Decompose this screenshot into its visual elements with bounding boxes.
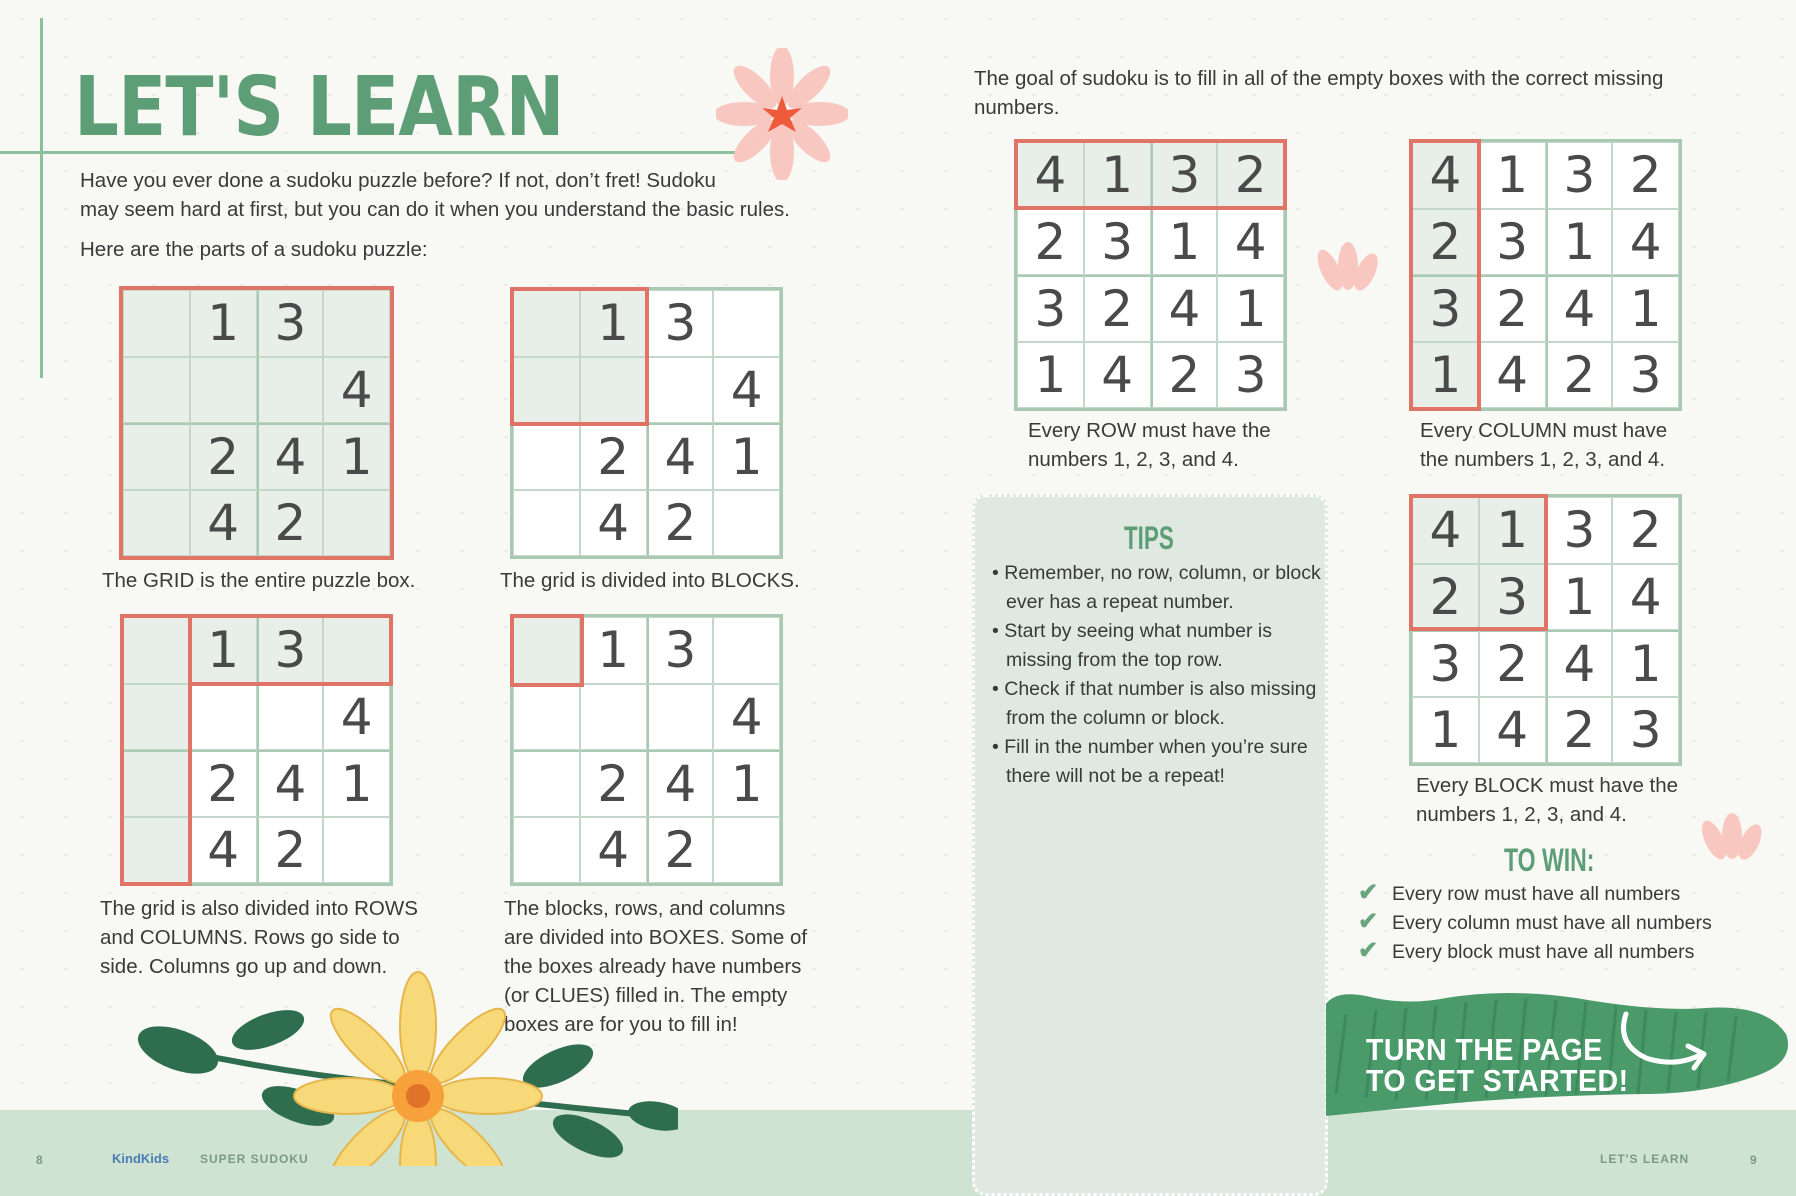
sudoku-cell: 4 bbox=[1479, 342, 1546, 409]
sudoku-cell: 1 bbox=[1612, 630, 1679, 697]
boxes-example-grid bbox=[510, 614, 783, 886]
caption-line: the numbers 1, 2, 3, and 4. bbox=[1420, 448, 1666, 471]
caption-line: Every ROW must have the bbox=[1028, 419, 1271, 442]
sudoku-cell: 4 bbox=[257, 423, 324, 490]
sudoku-cell bbox=[513, 817, 580, 884]
tip-item: • Start by seeing what number is missing from the top row. bbox=[992, 617, 1322, 675]
sudoku-cell: 4 bbox=[580, 490, 647, 557]
row-rule-grid bbox=[1014, 139, 1287, 411]
sudoku-cell: 4 bbox=[1217, 209, 1284, 276]
sudoku-cell: 4 bbox=[1546, 275, 1613, 342]
goal-line: The goal of sudoku is to fill in all of the empty boxes with the correct missing bbox=[974, 67, 1664, 90]
sudoku-cell: 1 bbox=[1546, 564, 1613, 631]
sudoku-cell: 3 bbox=[1412, 275, 1479, 342]
intro-line: Have you ever done a sudoku puzzle before? If not, don’t fret! Sudoku bbox=[80, 169, 716, 192]
tips-list bbox=[992, 559, 1322, 791]
sudoku-cell bbox=[647, 684, 714, 751]
sudoku-cell bbox=[323, 290, 390, 357]
book-title: SUPER SUDOKU bbox=[200, 1152, 309, 1166]
rows-columns-example-grid bbox=[120, 614, 393, 886]
to-win-item bbox=[1358, 880, 1712, 909]
sudoku-cell: 1 bbox=[1017, 342, 1084, 409]
sudoku-cell: 2 bbox=[1217, 142, 1284, 209]
sudoku-cell: 1 bbox=[713, 423, 780, 490]
sudoku-cell bbox=[513, 617, 580, 684]
left-page-number: 8 bbox=[36, 1153, 44, 1167]
sudoku-cell: 4 bbox=[580, 817, 647, 884]
intro-line: may seem hard at first, but you can do it when you understand the basic rules. bbox=[80, 198, 790, 221]
sudoku-cell: 2 bbox=[1017, 209, 1084, 276]
sudoku-cell bbox=[513, 490, 580, 557]
to-win-item bbox=[1358, 909, 1712, 938]
sudoku-cell bbox=[580, 684, 647, 751]
to-win-title: TO WIN: bbox=[1504, 842, 1595, 878]
checkmark-icon: ✔ bbox=[1358, 908, 1379, 935]
vertical-rule bbox=[40, 18, 43, 378]
sudoku-cell bbox=[257, 684, 324, 751]
sudoku-cell: 2 bbox=[257, 817, 324, 884]
sudoku-cell: 2 bbox=[580, 750, 647, 817]
to-win-item bbox=[1358, 938, 1712, 967]
sudoku-cell: 4 bbox=[190, 490, 257, 557]
caption-line: Every COLUMN must have bbox=[1420, 419, 1668, 442]
to-win-item-text: Every column must have all numbers bbox=[1392, 912, 1712, 934]
sudoku-cell: 3 bbox=[1612, 342, 1679, 409]
sudoku-cell: 1 bbox=[580, 617, 647, 684]
sudoku-cell bbox=[123, 290, 190, 357]
yellow-flower-branch-icon bbox=[118, 966, 678, 1166]
sudoku-cell: 1 bbox=[1151, 209, 1218, 276]
sudoku-cell bbox=[323, 490, 390, 557]
caption-line: the boxes already have numbers bbox=[504, 955, 802, 978]
caption-line: numbers 1, 2, 3, and 4. bbox=[1028, 448, 1239, 471]
sudoku-cell: 4 bbox=[257, 750, 324, 817]
to-win-list bbox=[1358, 880, 1712, 967]
sudoku-cell: 2 bbox=[1412, 564, 1479, 631]
caption-line: and COLUMNS. Rows go side to bbox=[100, 926, 400, 949]
sudoku-cell bbox=[123, 490, 190, 557]
sudoku-cell bbox=[713, 290, 780, 357]
sudoku-cell: 2 bbox=[1612, 142, 1679, 209]
sudoku-cell bbox=[513, 423, 580, 490]
sudoku-cell: 3 bbox=[647, 290, 714, 357]
sudoku-cell: 4 bbox=[1017, 142, 1084, 209]
sudoku-cell bbox=[713, 817, 780, 884]
sudoku-cell: 1 bbox=[1084, 142, 1151, 209]
sudoku-cell bbox=[123, 817, 190, 884]
sudoku-cell: 1 bbox=[323, 423, 390, 490]
sudoku-cell: 4 bbox=[647, 750, 714, 817]
sudoku-cell: 4 bbox=[1479, 697, 1546, 764]
sudoku-cell: 3 bbox=[1479, 209, 1546, 276]
caption-line: The blocks, rows, and columns bbox=[504, 897, 786, 920]
pink-leaf-icon bbox=[1700, 810, 1766, 872]
intro-parts-line: Here are the parts of a sudoku puzzle: bbox=[80, 238, 428, 261]
sudoku-cell bbox=[713, 490, 780, 557]
sudoku-cell: 4 bbox=[323, 684, 390, 751]
sudoku-cell: 2 bbox=[1479, 275, 1546, 342]
to-win-item-text: Every block must have all numbers bbox=[1392, 941, 1695, 963]
sudoku-cell: 4 bbox=[713, 357, 780, 424]
sudoku-cell: 4 bbox=[323, 357, 390, 424]
sudoku-cell: 2 bbox=[647, 817, 714, 884]
sudoku-cell: 3 bbox=[1217, 342, 1284, 409]
sudoku-cell: 4 bbox=[1151, 275, 1218, 342]
sudoku-cell bbox=[513, 750, 580, 817]
sudoku-cell: 2 bbox=[1612, 497, 1679, 564]
sudoku-cell: 1 bbox=[1612, 275, 1679, 342]
sudoku-cell bbox=[257, 357, 324, 424]
grid-caption: The GRID is the entire puzzle box. bbox=[102, 569, 416, 592]
goal-paragraph bbox=[974, 64, 1734, 122]
sudoku-cell: 2 bbox=[257, 490, 324, 557]
checkmark-icon: ✔ bbox=[1358, 879, 1379, 906]
sudoku-cell: 1 bbox=[190, 617, 257, 684]
sudoku-cell: 3 bbox=[1412, 630, 1479, 697]
sudoku-cell bbox=[513, 290, 580, 357]
sudoku-cell: 4 bbox=[1412, 497, 1479, 564]
sudoku-cell: 4 bbox=[1612, 209, 1679, 276]
sudoku-cell: 2 bbox=[190, 423, 257, 490]
section-title: LET'S LEARN bbox=[1600, 1152, 1690, 1166]
sudoku-cell: 2 bbox=[647, 490, 714, 557]
sudoku-cell: 2 bbox=[190, 750, 257, 817]
sudoku-cell: 1 bbox=[190, 290, 257, 357]
sudoku-cell: 1 bbox=[1217, 275, 1284, 342]
blocks-caption: The grid is divided into BLOCKS. bbox=[500, 569, 800, 592]
tip-item: • Check if that number is also missing from the column or block. bbox=[992, 675, 1322, 733]
sudoku-cell: 4 bbox=[1412, 142, 1479, 209]
sudoku-cell bbox=[513, 684, 580, 751]
to-win-item-text: Every row must have all numbers bbox=[1392, 883, 1681, 905]
grid-example-grid bbox=[120, 287, 393, 559]
blocks-example-grid bbox=[510, 287, 783, 559]
sudoku-cell: 4 bbox=[1612, 564, 1679, 631]
cta-line: TURN THE PAGE bbox=[1366, 1032, 1603, 1067]
caption-line: Every BLOCK must have the bbox=[1416, 774, 1679, 797]
sudoku-cell: 1 bbox=[1546, 209, 1613, 276]
sudoku-cell bbox=[123, 423, 190, 490]
sudoku-cell: 3 bbox=[1546, 497, 1613, 564]
sudoku-cell bbox=[123, 357, 190, 424]
sudoku-cell: 2 bbox=[1412, 209, 1479, 276]
sudoku-cell: 4 bbox=[1084, 342, 1151, 409]
sudoku-cell bbox=[323, 817, 390, 884]
caption-line: are divided into BOXES. Some of bbox=[504, 926, 808, 949]
sudoku-cell: 3 bbox=[647, 617, 714, 684]
intro-paragraph bbox=[80, 166, 860, 224]
sudoku-cell: 1 bbox=[713, 750, 780, 817]
sudoku-cell: 4 bbox=[190, 817, 257, 884]
sudoku-cell: 3 bbox=[1084, 209, 1151, 276]
block-rule-grid bbox=[1409, 494, 1682, 766]
sudoku-cell: 4 bbox=[713, 684, 780, 751]
caption-line: (or CLUES) filled in. The empty bbox=[504, 984, 788, 1007]
sudoku-cell: 1 bbox=[1412, 342, 1479, 409]
block-rule-caption bbox=[1416, 771, 1678, 829]
tip-item: • Fill in the number when you’re sure there will not be a repeat! bbox=[992, 733, 1322, 791]
row-rule-caption bbox=[1028, 416, 1271, 474]
tips-title: TIPS bbox=[1124, 520, 1174, 556]
sudoku-cell bbox=[580, 357, 647, 424]
sudoku-cell: 2 bbox=[1084, 275, 1151, 342]
sudoku-cell bbox=[713, 617, 780, 684]
caption-line: The grid is also divided into ROWS bbox=[100, 897, 418, 920]
sudoku-cell: 3 bbox=[1017, 275, 1084, 342]
sudoku-cell bbox=[323, 617, 390, 684]
brand-logo: KindKids bbox=[112, 1151, 170, 1166]
sudoku-cell bbox=[647, 357, 714, 424]
sudoku-cell bbox=[123, 617, 190, 684]
column-rule-grid bbox=[1409, 139, 1682, 411]
sudoku-cell: 4 bbox=[1546, 630, 1613, 697]
caption-line: side. Columns go up and down. bbox=[100, 955, 388, 978]
sudoku-cell: 4 bbox=[647, 423, 714, 490]
tip-item: • Remember, no row, column, or block ever has a repeat number. bbox=[992, 559, 1322, 617]
sudoku-cell: 1 bbox=[580, 290, 647, 357]
caption-line: boxes are for you to fill in! bbox=[504, 1013, 738, 1036]
sudoku-cell: 2 bbox=[1546, 342, 1613, 409]
right-page-number: 9 bbox=[1750, 1153, 1758, 1167]
pink-flower-icon bbox=[716, 48, 848, 180]
checkmark-icon: ✔ bbox=[1358, 937, 1379, 964]
pink-leaf-icon bbox=[1314, 240, 1384, 302]
sudoku-cell: 3 bbox=[1151, 142, 1218, 209]
sudoku-cell: 2 bbox=[1546, 697, 1613, 764]
sudoku-cell bbox=[190, 357, 257, 424]
goal-line: numbers. bbox=[974, 96, 1060, 119]
sudoku-cell: 3 bbox=[1612, 697, 1679, 764]
sudoku-cell: 1 bbox=[1479, 497, 1546, 564]
sudoku-cell: 3 bbox=[1479, 564, 1546, 631]
sudoku-cell: 3 bbox=[257, 290, 324, 357]
sudoku-cell: 2 bbox=[1479, 630, 1546, 697]
caption-line: numbers 1, 2, 3, and 4. bbox=[1416, 803, 1627, 826]
sudoku-cell: 1 bbox=[1412, 697, 1479, 764]
sudoku-cell: 2 bbox=[580, 423, 647, 490]
cta-line: TO GET STARTED! bbox=[1366, 1063, 1629, 1098]
sudoku-cell: 3 bbox=[257, 617, 324, 684]
sudoku-cell: 1 bbox=[323, 750, 390, 817]
sudoku-cell bbox=[123, 750, 190, 817]
sudoku-cell bbox=[190, 684, 257, 751]
sudoku-cell: 1 bbox=[1479, 142, 1546, 209]
sudoku-cell bbox=[513, 357, 580, 424]
page-title: LET'S LEARN bbox=[74, 60, 564, 155]
sudoku-cell: 3 bbox=[1546, 142, 1613, 209]
sudoku-cell: 2 bbox=[1151, 342, 1218, 409]
column-rule-caption bbox=[1420, 416, 1667, 474]
turn-page-cta bbox=[1366, 1034, 1629, 1096]
sudoku-cell bbox=[123, 684, 190, 751]
